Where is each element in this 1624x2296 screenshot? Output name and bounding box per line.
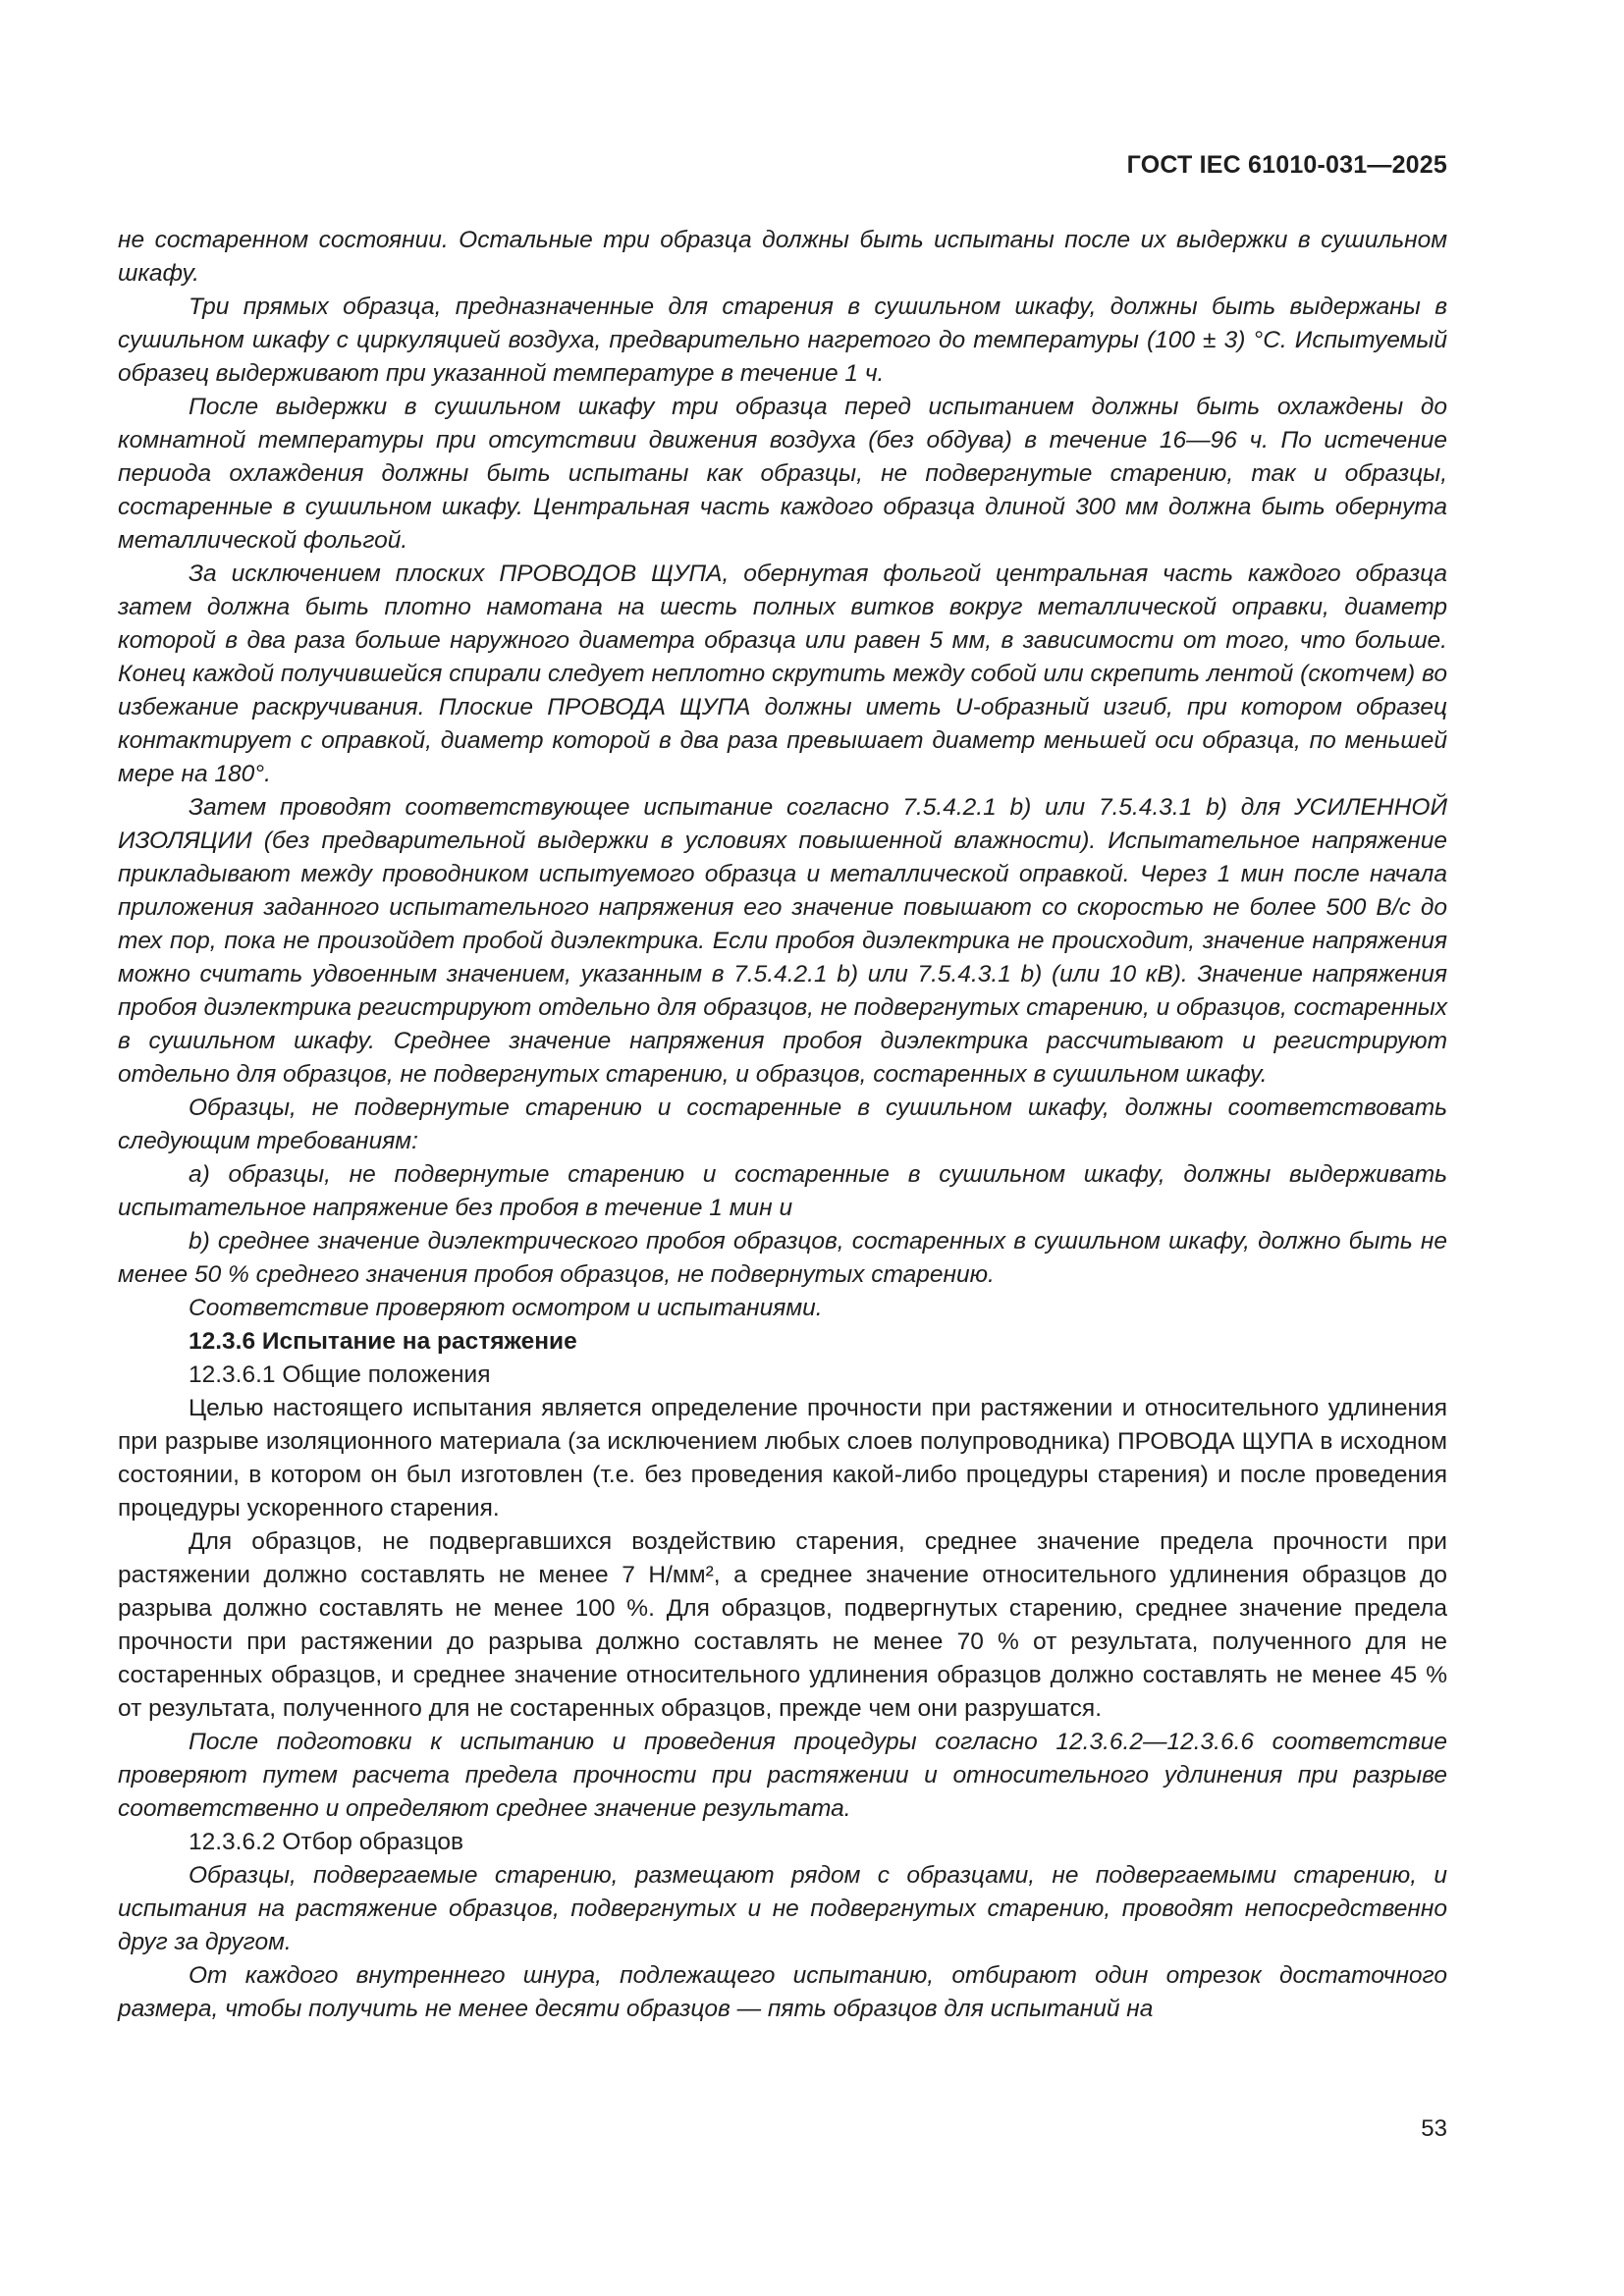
paragraph: не состаренном состоянии. Остальные три образца должны быть испытаны после их выдержки в сушильном шкафу. (118, 227, 1447, 287)
list-item-a: а) образцы, не подвернутые старению и состаренные в сушильном шкафу, должны выдерживать испытательное напряжение без пробоя в течение 1 мин и (118, 1161, 1447, 1221)
paragraph: От каждого внутреннего шнура, подлежащего испытанию, отбирают один отрезок достаточного размера, чтобы получить не менее десяти образцов — пять образцов для испытаний на (118, 1962, 1447, 2022)
subsection-heading: 12.3.6.1 Общие положения (189, 1362, 491, 1388)
compliance-note: Соответствие проверяют осмотром и испытаниями. (189, 1295, 823, 1321)
paragraph: Для образцов, не подвергавшихся воздействию старения, среднее значение предела прочности при растяжении должно составлять не менее 7 Н/мм², а среднее значение относительного удлинения образцов до разрыва должно составлять не менее 100 %. Для образцов, подвергнутых старению, среднее значение предела прочности при растяжении до разрыва должно составлять не менее 70 % от результата, полученного для не состаренных образцов, и среднее значение относительного удлинения образцов должно составлять не менее 45 % от результата, полученного для не состаренных образцов, прежде чем они разрушатся. (118, 1528, 1447, 1722)
paragraph: Образцы, подвергаемые старению, размещают рядом с образцами, не подвергаемыми старению, и испытания на растяжение образцов, подвергнутых и не подвергнутых старению, проводят непосредственно друг за другом. (118, 1862, 1447, 1955)
page-number: 53 (1421, 2115, 1447, 2142)
compliance-note: После подготовки к испытанию и проведения процедуры согласно 12.3.6.2—12.3.6.6 соответствие проверяют путем расчета предела прочности при растяжении и относительного удлинения при разрыве соответственно и определяют среднее значение результата. (118, 1729, 1447, 1822)
paragraph: Затем проводят соответствующее испытание согласно 7.5.4.2.1 b) или 7.5.4.3.1 b) для УСИЛЕННОЙ ИЗОЛЯЦИИ (без предварительной выдержки в условиях повышенной влажности). Испытательное напряжение прикладывают между проводником испытуемого образца и металлической оправкой. Через 1 мин после начала приложения заданного испытательного напряжения его значение повышают со скоростью не более 500 В/с до тех пор, пока не произойдет пробой диэлектрика. Если пробоя диэлектрика не происходит, значение напряжения можно считать удвоенным значением, указанным в 7.5.4.2.1 b) или 7.5.4.3.1 b) (или 10 кВ). Значение напряжения пробоя диэлектрика регистрируют отдельно для образцов, не подвергнутых старению, и образцов, состаренных в сушильном шкафу. Среднее значение напряжения пробоя диэлектрика рассчитывают и регистрируют отдельно для образцов, не подвергнутых старению, и образцов, состаренных в сушильном шкафу. (118, 794, 1447, 1088)
standard-code-header: ГОСТ IEC 61010-031—2025 (1126, 151, 1447, 179)
subsection-heading: 12.3.6.2 Отбор образцов (189, 1829, 463, 1855)
paragraph: Целью настоящего испытания является определение прочности при растяжении и относительного удлинения при разрыве изоляционного материала (за исключением любых слоев полупроводника) ПРОВОДА ЩУПА в исходном состоянии, в котором он был изготовлен (т.е. без проведения какой-либо процедуры старения) и после проведения процедуры ускоренного старения. (118, 1395, 1447, 1522)
paragraph: За исключением плоских ПРОВОДОВ ЩУПА, обернутая фольгой центральная часть каждого образца затем должна быть плотно намотана на шесть полных витков вокруг металлической оправки, диаметр которой в два раза больше наружного диаметра образца или равен 5 мм, в зависимости от того, что больше. Конец каждой получившейся спирали следует неплотно скрутить между собой или скрепить лентой (скотчем) во избежание раскручивания. Плоские ПРОВОДА ЩУПА должны иметь U-образный изгиб, при котором образец контактирует с оправкой, диаметр которой в два раза превышает диаметр меньшей оси образца, по меньшей мере на 180°. (118, 561, 1447, 787)
section-heading: 12.3.6 Испытание на растяжение (189, 1328, 577, 1355)
paragraph: Три прямых образца, предназначенные для старения в сушильном шкафу, должны быть выдержаны в сушильном шкафу с циркуляцией воздуха, предварительно нагретого до температуры (100 ± 3) °С. Испытуемый образец выдерживают при указанной температуре в течение 1 ч. (118, 294, 1447, 387)
document-body (118, 224, 1447, 2026)
paragraph: Образцы, не подвернутые старению и состаренные в сушильном шкафу, должны соответствовать следующим требованиям: (118, 1095, 1447, 1154)
list-item-b: b) среднее значение диэлектрического пробоя образцов, состаренных в сушильном шкафу, должно быть не менее 50 % среднего значения пробоя образцов, не подвернутых старению. (118, 1228, 1447, 1288)
paragraph: После выдержки в сушильном шкафу три образца перед испытанием должны быть охлаждены до комнатной температуры при отсутствии движения воздуха (без обдува) в течение 16—96 ч. По истечение периода охлаждения должны быть испытаны как образцы, не подвергнутые старению, так и образцы, состаренные в сушильном шкафу. Центральная часть каждого образца длиной 300 мм должна быть обернута металлической фольгой. (118, 394, 1447, 554)
